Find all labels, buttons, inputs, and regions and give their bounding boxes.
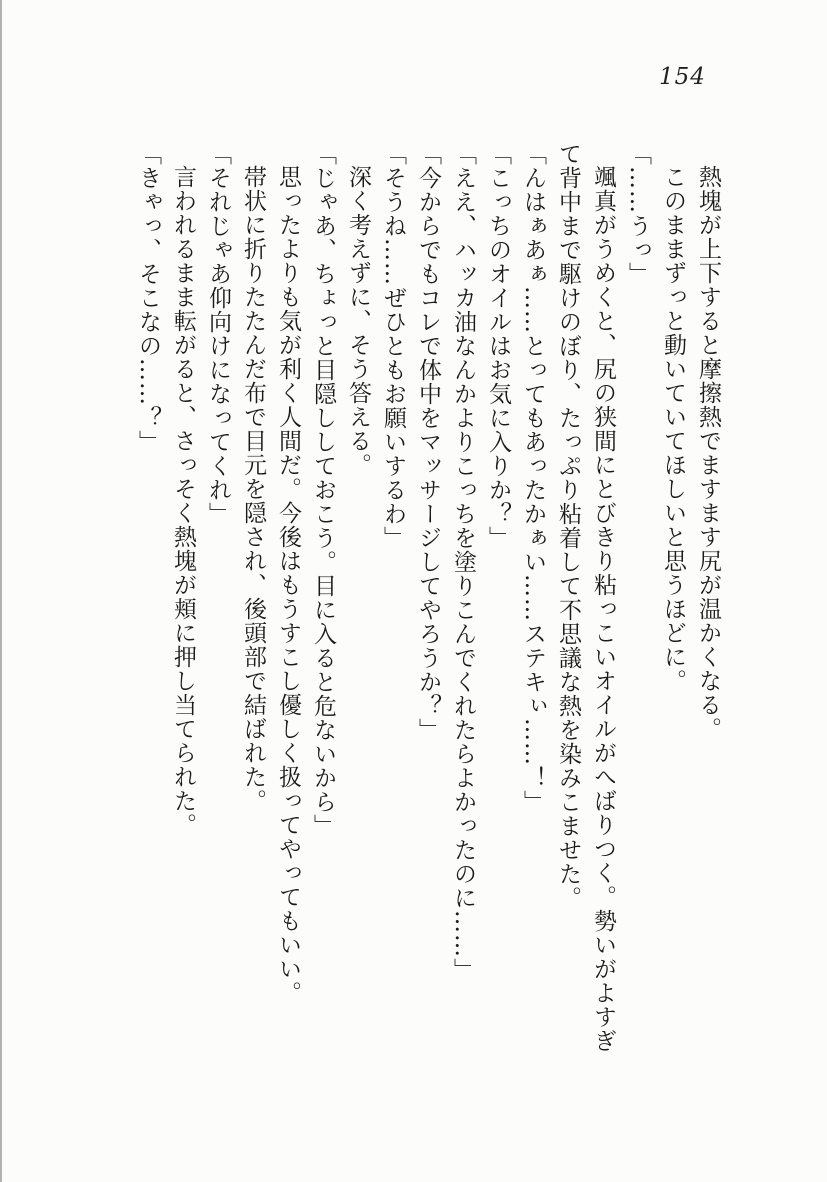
text-line: 「きゃっ、そこなの……？」: [135, 142, 161, 454]
text-line: 帯状に折りたたんだ布で目元を隠され、後頭部で結ばれた。: [240, 165, 266, 813]
text-line: て背中まで駆けのぼり、たっぷり粘着して不思議な熱を染みこませた。: [555, 142, 581, 910]
text-line: 「ええ、ハッカ油なんかよりこっちを塗りこんでくれたらよかったのに……」: [450, 142, 476, 982]
text-line: 「こっちのオイルはお気に入りか？」: [485, 142, 511, 550]
text-line: 「んはぁあぁ……とってもあったかぁい……ステキぃ……！」: [520, 142, 546, 814]
text-line: 思ったよりも気が利く人間だ。今後はもうすこし優しく扱ってやってもいい。: [275, 165, 301, 1005]
text-line: 「……うっ」: [625, 142, 651, 286]
text-line: 「それじゃあ仰向けになってくれ」: [205, 142, 231, 526]
text-block: [130, 142, 725, 1072]
text-line: 「そうね……ぜひともお願いするわ」: [380, 142, 406, 550]
text-line: 「今からでもコレで体中をマッサージしてやろうか？」: [415, 142, 441, 742]
text-line: 言われるまま転がると、さっそく熱塊が頬に押し当てられた。: [170, 165, 196, 837]
scan-edge-artifact: [0, 0, 2, 1182]
page-number: 154: [659, 64, 706, 90]
text-line: 颯真がうめくと、尻の狭間にとびきり粘っこいオイルがへばりつく。勢いがよすぎ: [590, 165, 616, 1053]
text-line: このままずっと動いていてほしいと思うほどに。: [660, 165, 686, 693]
text-line: 深く考えずに、そう答える。: [345, 165, 371, 477]
text-line: 熱塊が上下すると摩擦熱でますます尻が温かくなる。: [695, 165, 721, 741]
text-line: 「じゃあ、ちょっと目隠ししておこう。目に入ると危ないから」: [310, 142, 336, 838]
